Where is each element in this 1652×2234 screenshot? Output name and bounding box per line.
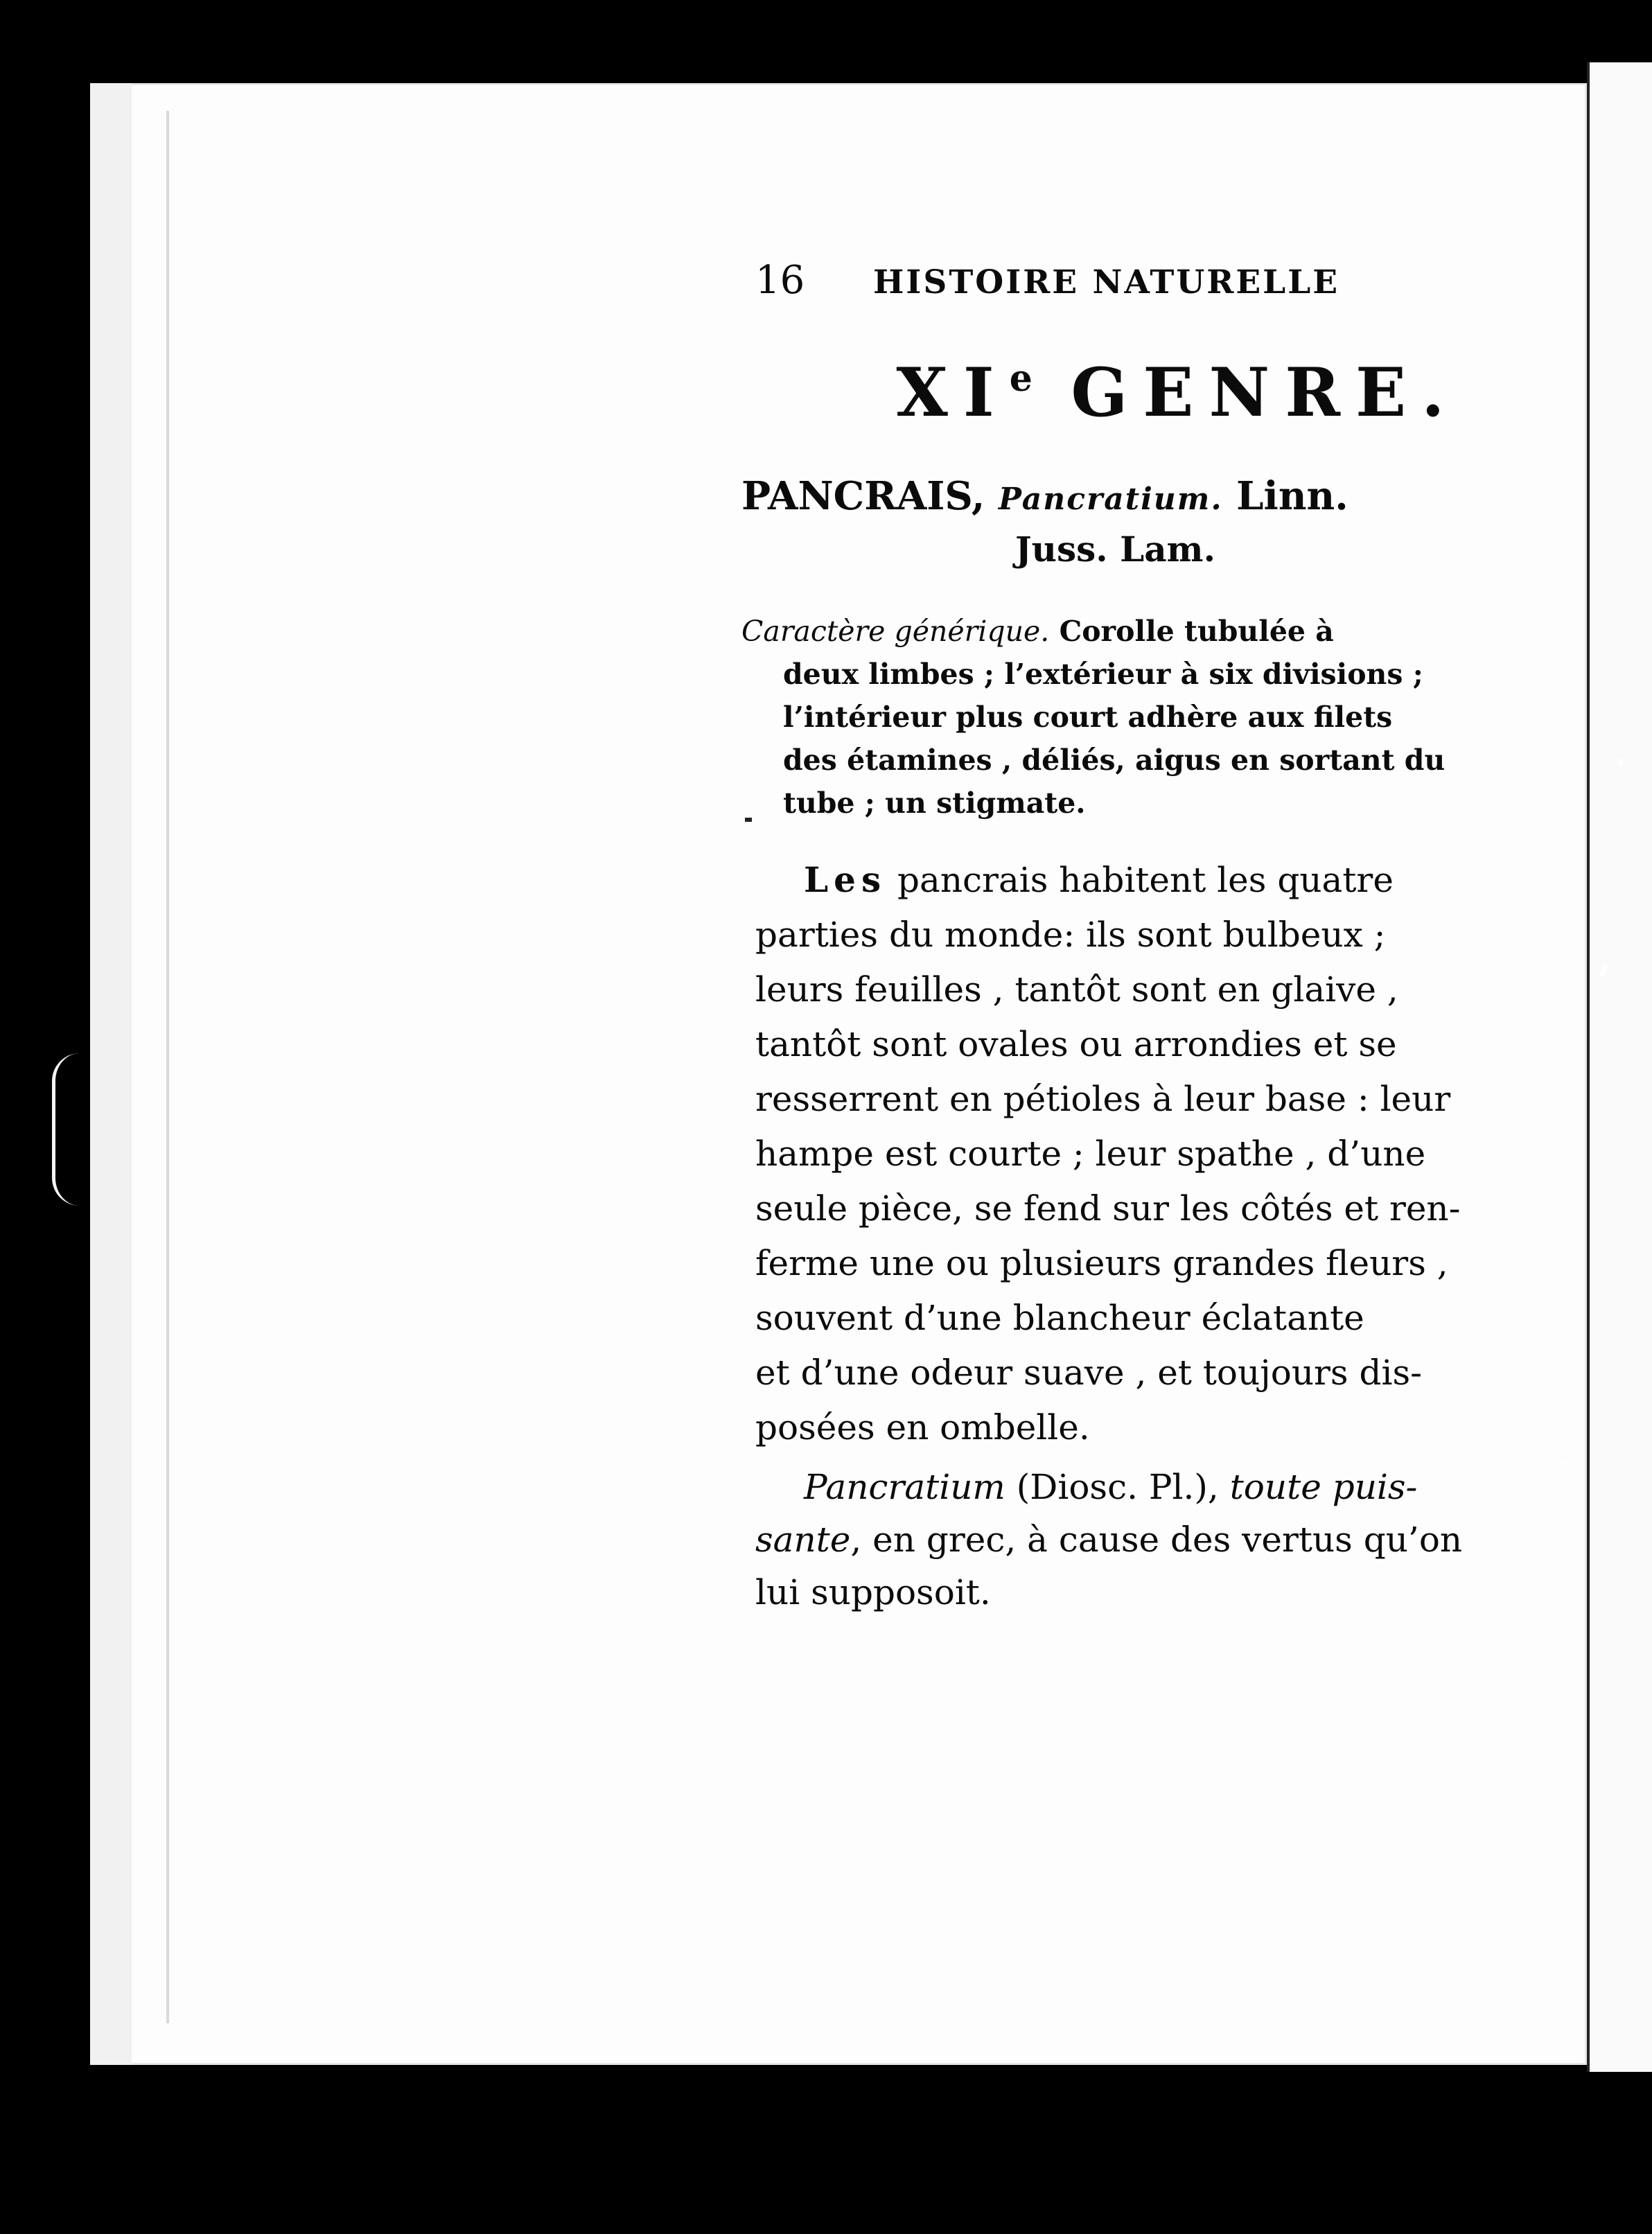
etymology-gloss: toute puis- bbox=[1229, 1467, 1418, 1507]
character-line: l’intérieur plus court adhère aux filets bbox=[783, 701, 1393, 734]
description-line: leurs feuilles , tantôt sont en glaive , bbox=[755, 969, 1398, 1010]
running-title: HISTOIRE NATURELLE bbox=[873, 263, 1340, 301]
text-block bbox=[741, 243, 1559, 1619]
description-line: resserrent en pétioles à leur base : leur bbox=[755, 1079, 1451, 1119]
description-line: et d’une odeur suave , et toujours dis- bbox=[755, 1353, 1423, 1393]
character-line bbox=[741, 610, 1559, 653]
genus-authority: Linn. bbox=[1236, 473, 1348, 519]
character-line: deux limbes ; l’extérieur à six divisions ; bbox=[783, 658, 1423, 691]
description-line: parties du monde: ils sont bulbeux ; bbox=[755, 915, 1386, 955]
description-line: hampe est courte ; leur spathe , d’une bbox=[755, 1134, 1426, 1174]
etymology-line bbox=[741, 1513, 1559, 1566]
etymology-line bbox=[741, 1461, 1559, 1513]
description-paragraph bbox=[741, 852, 1559, 1455]
description-line: ferme une ou plusieurs grandes fleurs , bbox=[755, 1243, 1448, 1283]
genus-name: PANCRAIS, bbox=[741, 473, 985, 519]
etymology-paragraph bbox=[741, 1461, 1559, 1619]
description-line: posées en ombelle. bbox=[755, 1407, 1090, 1448]
character-line: des étamines , déliés, aigus en sortant du bbox=[783, 744, 1446, 777]
description-line bbox=[741, 852, 1559, 908]
etymology-source: (Diosc. Pl.), bbox=[1016, 1467, 1219, 1507]
ink-speck bbox=[1619, 759, 1623, 767]
genre-numeral: XI bbox=[896, 353, 1010, 432]
character-line: tube ; un stigmate. bbox=[783, 786, 1086, 820]
generic-character bbox=[741, 610, 1559, 825]
description-line: tantôt sont ovales ou arrondies et se bbox=[755, 1024, 1397, 1064]
genre-word: GENRE. bbox=[1071, 353, 1460, 432]
description-line: seule pièce, se fend sur les côtés et ren- bbox=[755, 1188, 1461, 1229]
description-dropcap: Les bbox=[804, 859, 887, 900]
etymology-line: lui supposoit. bbox=[755, 1572, 991, 1612]
ink-speck bbox=[1563, 1462, 1571, 1466]
etymology-text: , en grec, à cause des vertus qu’on bbox=[850, 1520, 1463, 1560]
description-line: souvent d’une blancheur éclatante bbox=[755, 1298, 1364, 1338]
character-text: Corolle tubulée à bbox=[1059, 615, 1334, 648]
genus-authorities: Juss. Lam. bbox=[1015, 529, 1215, 570]
page-number: 16 bbox=[755, 258, 805, 303]
running-head bbox=[741, 243, 1559, 305]
etymology-word: Pancratium bbox=[804, 1467, 1005, 1507]
genre-heading bbox=[797, 353, 1559, 432]
genus-title bbox=[741, 473, 1559, 519]
genre-superscript: e bbox=[1009, 358, 1032, 400]
etymology-gloss: sante bbox=[755, 1520, 851, 1560]
adjacent-page-edge bbox=[1587, 62, 1652, 2072]
genus-latin-name: Pancratium. bbox=[998, 482, 1223, 517]
description-text: pancrais habitent les quatre bbox=[897, 860, 1394, 900]
character-label: Caractère générique. bbox=[741, 615, 1050, 648]
